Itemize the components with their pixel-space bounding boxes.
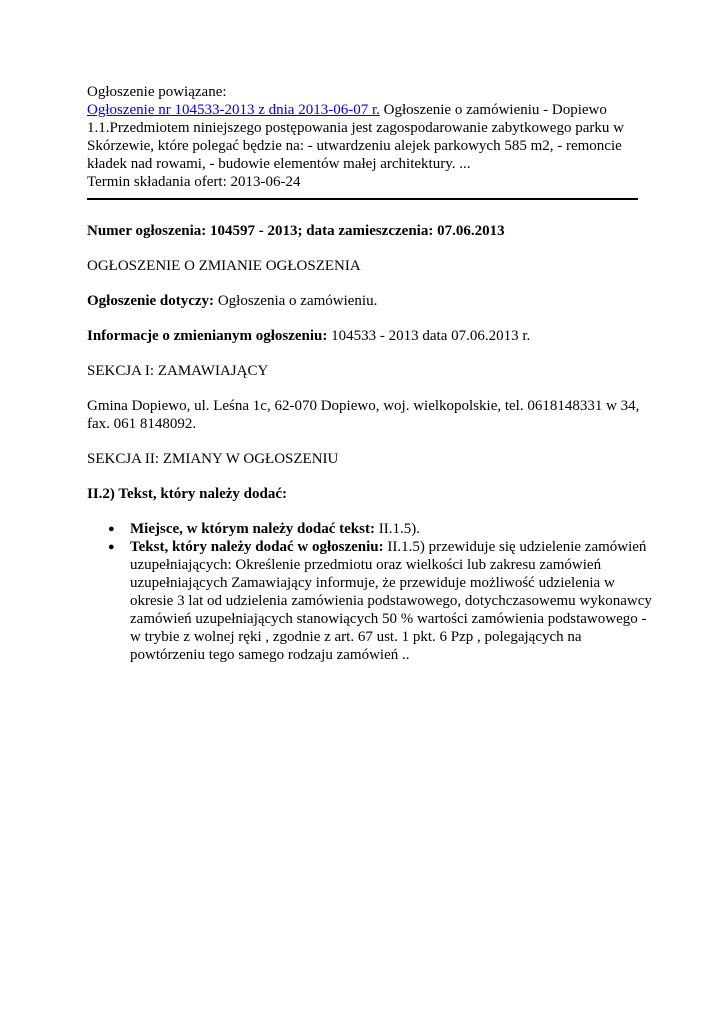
text-line: okresie 3 lat od udzielenia zamówienia podstawowego, dotychczasowemu wykonawcy bbox=[130, 593, 652, 609]
text-line bbox=[130, 538, 647, 556]
text-line: uzupełniających: Określenie przedmiotu oraz wielkości lub zakresu zamówień bbox=[130, 557, 602, 573]
related-heading: Ogłoszenie powiązane: bbox=[87, 84, 227, 100]
related-line-1-rest: Ogłoszenie o zamówieniu - Dopiewo bbox=[379, 102, 607, 118]
related-line-3: Skórzewie, które polegać będzie na: - utwardzeniu alejek parkowych 585 m2, - remoncie bbox=[87, 138, 622, 154]
address-line-1: Gmina Dopiewo, ul. Leśna 1c, 62-070 Dopiewo, woj. wielkopolskie, tel. 0618148331 w 34, bbox=[87, 398, 640, 414]
document-page bbox=[87, 83, 652, 664]
text-value-line: II.1.5) przewiduje się udzielenie zamówień bbox=[383, 539, 647, 555]
list-item bbox=[87, 538, 652, 664]
changed-notice-info bbox=[87, 327, 639, 345]
related-notice-link[interactable]: Ogłoszenie nr 104533-2013 z dnia 2013-06-07 r. bbox=[87, 102, 380, 118]
offer-deadline: Termin składania ofert: 2013-06-24 bbox=[87, 174, 301, 190]
changes-list bbox=[87, 520, 652, 664]
text-line: w trybie z wolnej ręki , zgodnie z art. 67 ust. 1 pkt. 6 Pzp , polegających na bbox=[130, 629, 582, 645]
text-line: zamówień uzupełniających stanowiących 50 % wartości zamówienia podstawowego - bbox=[130, 611, 647, 627]
horizontal-divider bbox=[87, 198, 638, 200]
bullet-icon: ● bbox=[108, 541, 115, 553]
related-line-2: 1.1.Przedmiotem niniejszego postępowania jest zagospodarowanie zabytkowego parku w bbox=[87, 120, 624, 136]
address-line-2: fax. 061 8148092. bbox=[87, 416, 197, 432]
text-line: uzupełniających Zamawiający informuje, że przewiduje możliwość udzielenia w bbox=[130, 575, 615, 591]
related-line-1 bbox=[87, 101, 639, 119]
text-line: powtórzeniu tego samego rodzaju zamówień .. bbox=[130, 647, 410, 663]
subsection-title bbox=[87, 485, 639, 503]
section-1-title: SEKCJA I: ZAMAWIAJĄCY bbox=[87, 363, 269, 379]
text-label: Tekst, który należy dodać w ogłoszeniu: bbox=[130, 539, 384, 555]
notice-concerns bbox=[87, 292, 639, 310]
related-line-4: kładek nad rowami, - budowie elementów małej architektury. ... bbox=[87, 156, 471, 172]
list-item bbox=[87, 520, 639, 538]
related-notice-block bbox=[87, 83, 639, 191]
notice-number-text: Numer ogłoszenia: 104597 - 2013; data zamieszczenia: 07.06.2013 bbox=[87, 223, 505, 239]
bullet-icon: ● bbox=[108, 523, 115, 535]
place-label: Miejsce, w którym należy dodać tekst: bbox=[130, 521, 375, 537]
notice-type-title: OGŁOSZENIE O ZMIANIE OGŁOSZENIA bbox=[87, 258, 361, 274]
notice-number bbox=[87, 222, 639, 240]
notice-concerns-value: Ogłoszenia o zamówieniu. bbox=[214, 293, 378, 309]
changed-notice-info-label: Informacje o zmienianym ogłoszeniu: bbox=[87, 328, 328, 344]
subsection-title-text: II.2) Tekst, który należy dodać: bbox=[87, 486, 288, 502]
contracting-authority-address bbox=[87, 397, 639, 433]
place-value: II.1.5). bbox=[374, 521, 420, 537]
changed-notice-info-value: 104533 - 2013 data 07.06.2013 r. bbox=[327, 328, 531, 344]
notice-concerns-label: Ogłoszenie dotyczy: bbox=[87, 293, 215, 309]
section-2-title: SEKCJA II: ZMIANY W OGŁOSZENIU bbox=[87, 451, 339, 467]
